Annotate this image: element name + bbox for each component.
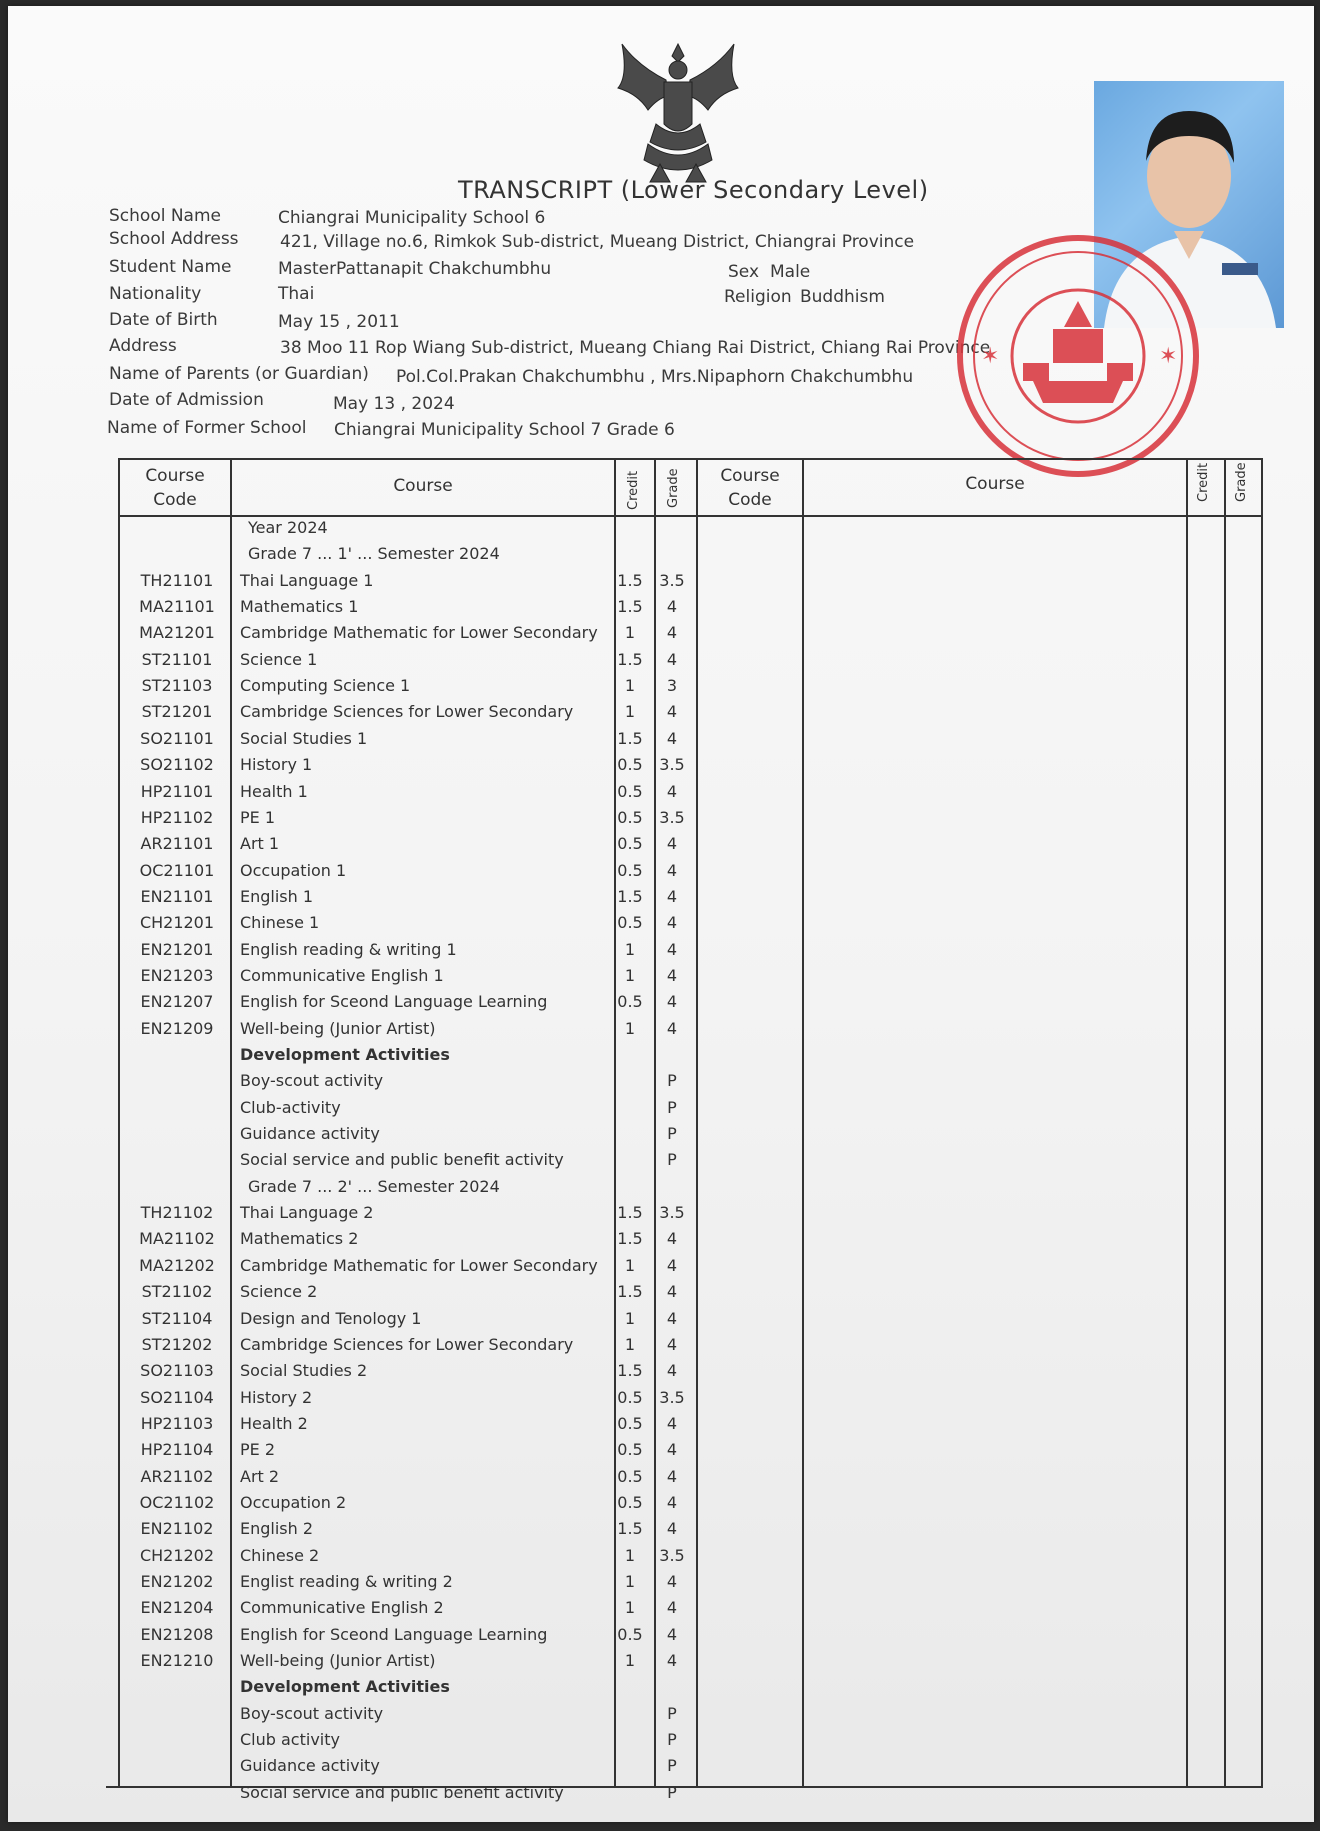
header-credit-right: Credit <box>1196 462 1211 502</box>
course-credit: 0.5 <box>617 1387 643 1407</box>
table-row <box>118 1282 718 1308</box>
course-grade: 4 <box>666 965 678 985</box>
table-row <box>118 729 718 755</box>
course-grade: 4 <box>666 649 678 669</box>
student-name-value: MasterPattanapit Chakchumbhu <box>278 259 552 279</box>
course-name: Cambridge Mathematic for Lower Secondary <box>240 1255 598 1275</box>
course-grade: 3 <box>666 676 678 696</box>
course-name: Guidance activity <box>240 1124 380 1144</box>
course-credit: 1.5 <box>617 597 643 617</box>
course-name: Cambridge Sciences for Lower Secondary <box>240 702 574 722</box>
course-credit: 1 <box>624 676 636 696</box>
table-row <box>118 1150 718 1176</box>
table-row <box>118 1704 718 1730</box>
course-name: Cambridge Mathematic for Lower Secondary <box>240 623 598 643</box>
course-code: MA21202 <box>139 1255 215 1275</box>
course-grade: 3.5 <box>659 570 685 590</box>
course-code: TH21101 <box>140 570 214 590</box>
course-credit: 1 <box>624 1545 636 1565</box>
svg-text:✶: ✶ <box>981 344 1000 369</box>
table-row <box>118 887 718 913</box>
school-seal-icon <box>953 231 1203 481</box>
table-row <box>118 1440 718 1466</box>
course-grade: P <box>667 1071 677 1091</box>
course-credit: 1 <box>624 965 636 985</box>
course-code: EN21209 <box>140 1018 214 1038</box>
course-code: EN21204 <box>140 1598 214 1618</box>
course-grade: 4 <box>666 860 678 880</box>
course-credit: 1 <box>624 1651 636 1671</box>
course-credit: 1.5 <box>617 570 643 590</box>
course-name: Social Studies 2 <box>240 1361 368 1381</box>
table-row <box>118 571 718 597</box>
course-name: Cambridge Sciences for Lower Secondary <box>240 1334 574 1354</box>
course-credit: 1.5 <box>617 728 643 748</box>
course-name: Grade 7 ... 2' ... Semester 2024 <box>248 1176 500 1196</box>
header-credit: Credit <box>626 470 641 510</box>
school-name-value: Chiangrai Municipality School 6 <box>278 208 546 228</box>
course-grade: 4 <box>666 1466 678 1486</box>
course-grade: 4 <box>666 623 678 643</box>
course-code: ST21104 <box>141 1308 213 1328</box>
table-row <box>118 702 718 728</box>
sex-label: Sex <box>728 262 760 282</box>
course-credit: 0.5 <box>617 755 643 775</box>
header-grade-right: Grade <box>1234 462 1249 502</box>
course-grade: 4 <box>666 1598 678 1618</box>
school-address-value: 421, Village no.6, Rimkok Sub-district, Mueang District, Chiangrai Province <box>280 232 915 252</box>
course-grade: 4 <box>666 1334 678 1354</box>
course-grade: 4 <box>666 1361 678 1381</box>
table-row <box>118 861 718 887</box>
course-name: English for Sceond Language Learning <box>240 1624 548 1644</box>
table-row <box>118 544 718 570</box>
course-code: ST21101 <box>141 649 213 669</box>
course-credit: 0.5 <box>617 1624 643 1644</box>
table-row <box>118 782 718 808</box>
nationality-value: Thai <box>278 284 315 304</box>
course-name: English 1 <box>240 886 314 906</box>
course-code: ST21103 <box>141 676 213 696</box>
course-grade: 4 <box>666 1308 678 1328</box>
course-grade: 3.5 <box>659 1387 685 1407</box>
course-grade: 4 <box>666 1282 678 1302</box>
course-grade: P <box>667 1150 677 1170</box>
course-name: Computing Science 1 <box>240 676 411 696</box>
course-credit: 1.5 <box>617 1203 643 1223</box>
course-code: SO21103 <box>140 1361 214 1381</box>
course-code: MA21102 <box>139 1229 215 1249</box>
course-code: EN21207 <box>140 992 214 1012</box>
course-credit: 1.5 <box>617 1361 643 1381</box>
course-name: English for Sceond Language Learning <box>240 992 548 1012</box>
course-name: Year 2024 <box>248 518 328 537</box>
course-credit: 1 <box>624 1334 636 1354</box>
course-grade: 4 <box>666 728 678 748</box>
course-name: Health 2 <box>240 1413 308 1433</box>
course-name: Social Studies 1 <box>240 728 368 748</box>
table-row <box>118 940 718 966</box>
garuda-emblem-icon <box>608 36 748 186</box>
course-name: Art 2 <box>240 1466 280 1486</box>
course-code: SO21101 <box>140 728 214 748</box>
course-credit: 1.5 <box>617 1229 643 1249</box>
table-row <box>118 676 718 702</box>
course-grade: 4 <box>666 1255 678 1275</box>
course-name: Well-being (Junior Artist) <box>240 1651 436 1671</box>
table-row <box>118 1203 718 1229</box>
dob-value: May 15 , 2011 <box>278 312 400 332</box>
course-credit: 1 <box>624 1255 636 1275</box>
table-row <box>118 650 718 676</box>
course-grade: 3.5 <box>659 807 685 827</box>
course-grade: P <box>667 1730 677 1750</box>
table-row <box>118 755 718 781</box>
table-row <box>118 1124 718 1150</box>
course-code: MA21101 <box>139 597 215 617</box>
course-code: EN21101 <box>140 886 214 906</box>
course-credit: 1 <box>624 1308 636 1328</box>
course-name: Boy-scout activity <box>240 1071 384 1091</box>
address-label: Address <box>109 336 177 356</box>
course-grade: 4 <box>666 886 678 906</box>
course-code: CH21202 <box>139 1545 215 1565</box>
course-code: AR21101 <box>140 834 214 854</box>
course-name: Social service and public benefit activity <box>240 1782 564 1802</box>
table-row <box>118 992 718 1018</box>
course-credit: 0.5 <box>617 1492 643 1512</box>
parents-value: Pol.Col.Prakan Chakchumbhu , Mrs.Nipaphorn Chakchumbhu <box>396 367 914 387</box>
course-grade: 4 <box>666 834 678 854</box>
table-row <box>118 1677 718 1703</box>
course-name: Thai Language 1 <box>240 570 374 590</box>
course-credit: 1 <box>624 1572 636 1591</box>
header-course-code: Course Code <box>145 466 205 510</box>
course-code: MA21201 <box>139 623 215 643</box>
course-credit: 1 <box>624 702 636 722</box>
admission-label: Date of Admission <box>109 390 264 410</box>
course-code: HP21103 <box>140 1413 214 1433</box>
course-credit: 0.5 <box>617 807 643 827</box>
former-school-value: Chiangrai Municipality School 7 Grade 6 <box>334 420 675 440</box>
course-credit: 1 <box>624 939 636 959</box>
table-row <box>118 1019 718 1045</box>
course-grade: 4 <box>666 1229 678 1249</box>
course-name: Development Activities <box>240 1677 450 1697</box>
course-name: Guidance activity <box>240 1756 380 1776</box>
table-row <box>118 1493 718 1519</box>
course-credit: 0.5 <box>617 1466 643 1486</box>
course-credit: 1.5 <box>617 886 643 906</box>
course-name: Health 1 <box>240 781 308 801</box>
sex-value: Male <box>770 262 811 282</box>
course-name: Boy-scout activity <box>240 1703 384 1723</box>
course-name: Occupation 2 <box>240 1492 347 1512</box>
course-code: AR21102 <box>140 1466 214 1486</box>
document-title: TRANSCRIPT (Lower Secondary Level) <box>458 176 929 204</box>
course-grade: 4 <box>666 597 678 617</box>
table-row <box>118 834 718 860</box>
course-name: English 2 <box>240 1519 314 1539</box>
transcript-table <box>118 458 1263 1802</box>
table-row <box>118 1071 718 1097</box>
table-row <box>118 1730 718 1756</box>
admission-value: May 13 , 2024 <box>333 394 455 414</box>
address-value: 38 Moo 11 Rop Wiang Sub-district, Mueang Chiang Rai District, Chiang Rai Province <box>280 338 991 358</box>
course-name: Social service and public benefit activity <box>240 1150 564 1170</box>
course-grade: 4 <box>666 992 678 1012</box>
table-row <box>118 966 718 992</box>
course-grade: P <box>667 1703 677 1723</box>
course-credit: 0.5 <box>617 1440 643 1460</box>
table-row <box>118 1625 718 1651</box>
course-grade: 3.5 <box>659 755 685 775</box>
course-credit: 1.5 <box>617 1282 643 1302</box>
header-course-code-right: Course Code <box>720 466 780 510</box>
course-name: Well-being (Junior Artist) <box>240 1018 436 1038</box>
course-name: Englist reading & writing 2 <box>240 1572 453 1591</box>
course-code: ST21102 <box>141 1282 213 1302</box>
course-grade: 3.5 <box>659 1203 685 1223</box>
course-grade: 4 <box>666 1624 678 1644</box>
table-row <box>118 1414 718 1440</box>
course-grade: P <box>667 1782 677 1802</box>
header-course-right: Course <box>965 474 1025 494</box>
school-address-label: School Address <box>109 229 239 249</box>
course-grade: P <box>667 1756 677 1776</box>
course-name: Communicative English 1 <box>240 965 444 985</box>
course-name: Chinese 1 <box>240 913 320 933</box>
course-name: Grade 7 ... 1' ... Semester 2024 <box>248 544 500 564</box>
course-credit: 1 <box>624 1018 636 1038</box>
course-credit: 1.5 <box>617 649 643 669</box>
course-code: EN21210 <box>140 1651 214 1671</box>
table-row <box>118 623 718 649</box>
course-grade: 4 <box>666 1440 678 1460</box>
course-grade: 4 <box>666 702 678 722</box>
course-code: SO21104 <box>140 1387 214 1407</box>
course-credit: 1 <box>624 623 636 643</box>
course-name: Mathematics 1 <box>240 597 359 617</box>
student-name-label: Student Name <box>109 257 232 277</box>
table-row <box>118 1177 718 1203</box>
course-name: PE 1 <box>240 807 276 827</box>
course-name: Club activity <box>240 1730 340 1750</box>
dob-label: Date of Birth <box>109 310 218 330</box>
transcript-page <box>8 6 1314 1822</box>
table-row <box>118 1572 718 1598</box>
table-row <box>118 1388 718 1414</box>
course-grade: 3.5 <box>659 1545 685 1565</box>
religion-label: Religion <box>724 287 792 307</box>
table-row <box>118 1098 718 1124</box>
course-grade: 4 <box>666 1018 678 1038</box>
table-row <box>118 518 718 544</box>
course-credit: 1.5 <box>617 1519 643 1539</box>
course-code: TH21102 <box>140 1203 214 1223</box>
course-name: English reading & writing 1 <box>240 939 457 959</box>
course-credit: 0.5 <box>617 992 643 1012</box>
nationality-label: Nationality <box>109 284 202 304</box>
religion-value: Buddhism <box>800 287 885 307</box>
header-grade: Grade <box>666 468 681 508</box>
course-credit: 0.5 <box>617 860 643 880</box>
course-code: HP21101 <box>140 781 214 801</box>
table-row <box>118 1045 718 1071</box>
course-code: EN21201 <box>140 939 214 959</box>
table-row <box>118 1756 718 1782</box>
course-credit: 1 <box>624 1598 636 1618</box>
course-credit: 0.5 <box>617 1413 643 1433</box>
course-code: EN21102 <box>140 1519 214 1539</box>
course-grade: 4 <box>666 1492 678 1512</box>
table-row <box>118 808 718 834</box>
table-row <box>118 913 718 939</box>
table-row <box>118 1229 718 1255</box>
table-row <box>118 1546 718 1572</box>
course-grade: 4 <box>666 913 678 933</box>
course-code: ST21202 <box>141 1334 213 1354</box>
course-credit: 0.5 <box>617 913 643 933</box>
table-row <box>118 597 718 623</box>
course-name: Science 1 <box>240 649 318 669</box>
course-code: HP21104 <box>140 1440 214 1460</box>
table-row <box>118 1519 718 1545</box>
course-code: EN21208 <box>140 1624 214 1644</box>
course-grade: 4 <box>666 939 678 959</box>
table-row <box>118 1256 718 1282</box>
table-row <box>118 1651 718 1677</box>
course-grade: 4 <box>666 1519 678 1539</box>
course-grade: P <box>667 1097 677 1117</box>
course-name: Club-activity <box>240 1097 341 1117</box>
former-school-label: Name of Former School <box>107 418 307 438</box>
course-code: OC21101 <box>139 860 215 880</box>
course-name: PE 2 <box>240 1440 276 1460</box>
table-row <box>118 1467 718 1493</box>
table-row <box>118 1309 718 1335</box>
course-credit: 0.5 <box>617 834 643 854</box>
course-name: Mathematics 2 <box>240 1229 359 1249</box>
svg-text:✶: ✶ <box>1159 344 1178 369</box>
course-code: SO21102 <box>140 755 214 775</box>
course-name: History 2 <box>240 1387 313 1407</box>
table-row <box>118 1335 718 1361</box>
course-code: OC21102 <box>139 1492 215 1512</box>
table-row <box>118 1361 718 1387</box>
course-code: EN21203 <box>140 965 214 985</box>
course-code: CH21201 <box>139 913 215 933</box>
course-grade: 4 <box>666 1413 678 1433</box>
course-code: ST21201 <box>141 702 213 722</box>
course-grade: 4 <box>666 1572 678 1591</box>
course-name: Chinese 2 <box>240 1545 320 1565</box>
course-name: Occupation 1 <box>240 860 347 880</box>
course-name: Art 1 <box>240 834 280 854</box>
course-name: Design and Tenology 1 <box>240 1308 422 1328</box>
course-code: HP21102 <box>140 807 214 827</box>
course-name: History 1 <box>240 755 313 775</box>
course-name: Science 2 <box>240 1282 318 1302</box>
course-grade: 4 <box>666 781 678 801</box>
course-code: EN21202 <box>140 1572 214 1591</box>
course-grade: 4 <box>666 1651 678 1671</box>
parents-label: Name of Parents (or Guardian) <box>109 364 369 384</box>
header-course: Course <box>393 476 453 496</box>
course-grade: P <box>667 1124 677 1144</box>
course-name: Thai Language 2 <box>240 1203 374 1223</box>
table-row <box>118 1783 718 1809</box>
school-name-label: School Name <box>109 206 221 226</box>
course-name: Development Activities <box>240 1045 450 1064</box>
course-name: Communicative English 2 <box>240 1598 444 1618</box>
course-credit: 0.5 <box>617 781 643 801</box>
table-row <box>118 1598 718 1624</box>
